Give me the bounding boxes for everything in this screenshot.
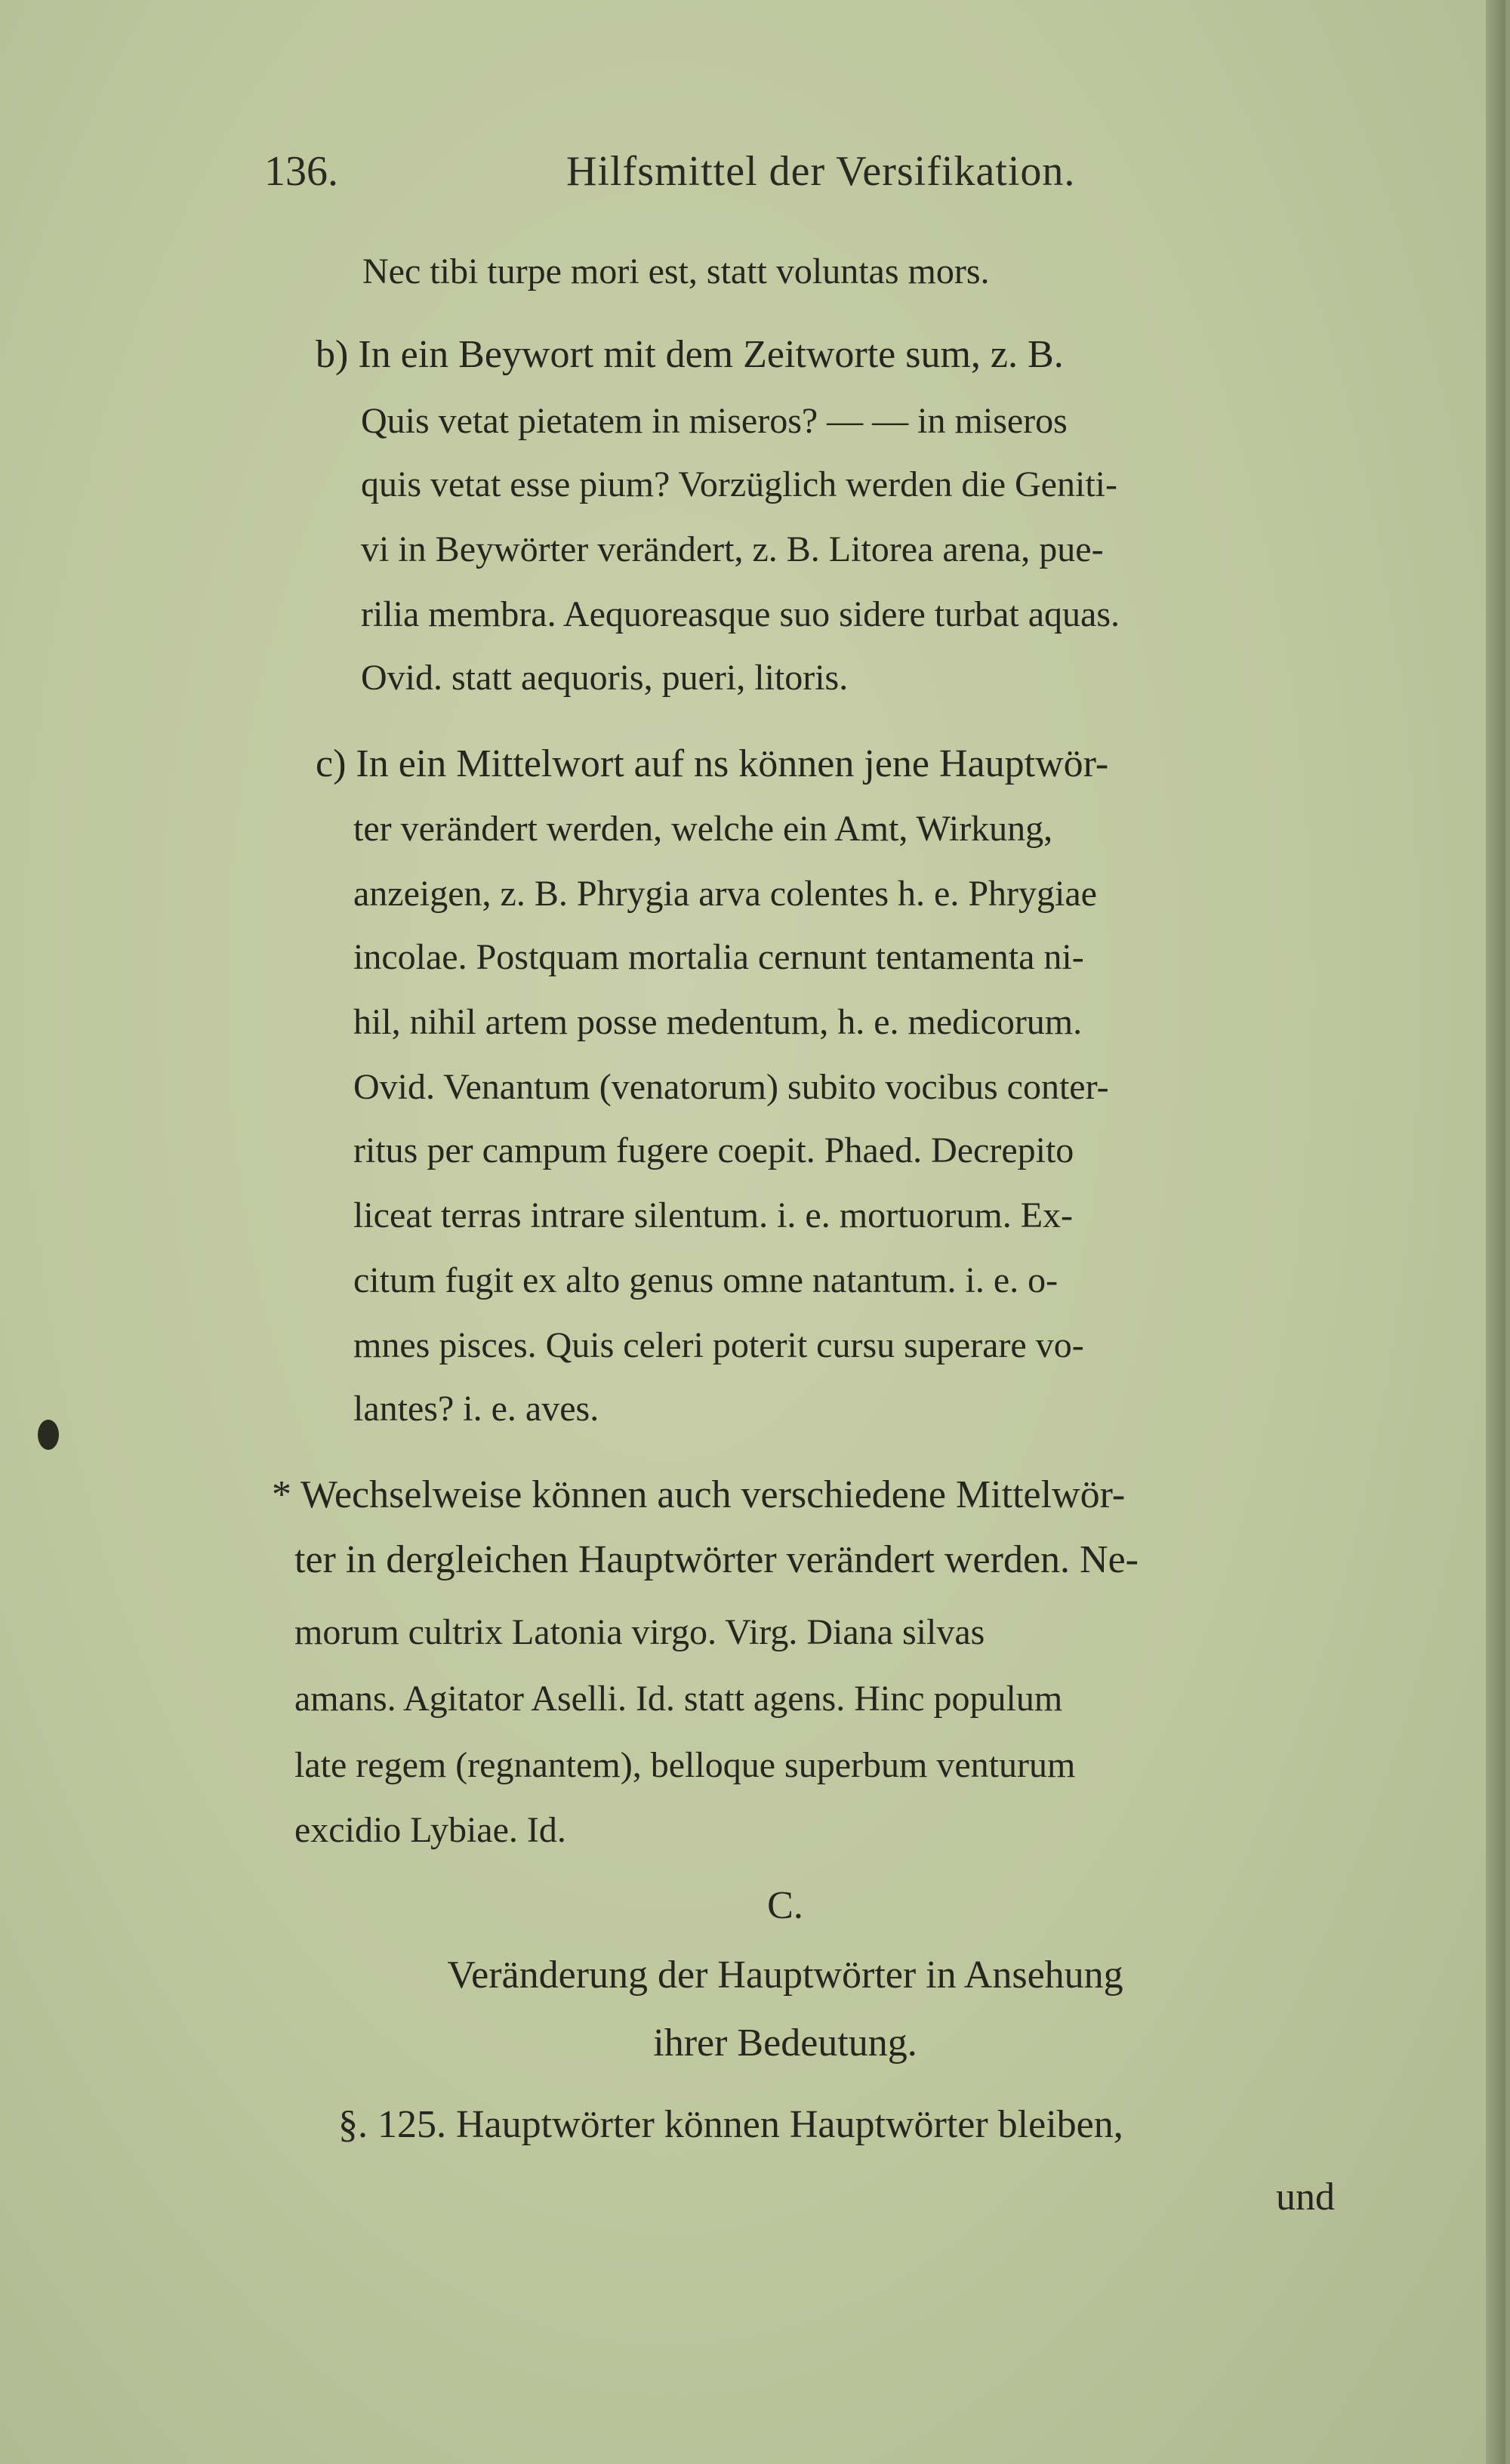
text-line: Quis vetat pietatem in miseros? — — in miseros <box>361 401 1068 441</box>
paragraph-start: §. 125. Hauptwörter können Hauptwörter bleiben, <box>338 2103 1123 2146</box>
text-line: Ovid. Venantum (venatorum) subito vocibus conter- <box>353 1067 1109 1107</box>
text-line: lantes? i. e. aves. <box>353 1389 599 1429</box>
text-line: Nec tibi turpe mori est, statt voluntas mors. <box>362 251 990 291</box>
text-line: late regem (regnantem), belloque superbum venturum <box>294 1745 1076 1785</box>
text-line: mnes pisces. Quis celeri poterit cursu superare vo- <box>353 1325 1084 1365</box>
text-line: incolae. Postquam mortalia cernunt tentamenta ni- <box>353 937 1084 977</box>
text-line: ter in dergleichen Hauptwörter verändert werden. Ne- <box>294 1538 1139 1581</box>
text-line: c) In ein Mittelwort auf ns können jene Hauptwör- <box>316 742 1109 785</box>
text-line: rilia membra. Aequoreasque suo sidere turbat aquas. <box>361 594 1120 634</box>
section-heading: Veränderung der Hauptwörter in Ansehung <box>447 1954 1123 1997</box>
text-line: hil, nihil artem posse medentum, h. e. medicorum. <box>353 1002 1083 1042</box>
catchword: und <box>1276 2176 1335 2219</box>
text-line: ter verändert werden, welche ein Amt, Wirkung, <box>353 809 1053 849</box>
text-line: anzeigen, z. B. Phrygia arva colentes h. e. Phrygiae <box>353 874 1097 914</box>
text-line: liceat terras intrare silentum. i. e. mortuorum. Ex- <box>353 1195 1074 1235</box>
text-line: amans. Agitator Aselli. Id. statt agens. Hinc populum <box>294 1679 1063 1719</box>
section-heading: ihrer Bedeutung. <box>653 2021 917 2065</box>
text-line: excidio Lybiae. Id. <box>294 1810 566 1850</box>
text-line: b) In ein Beywort mit dem Zeitworte sum, z. B. <box>316 333 1064 376</box>
text-line: Ovid. statt aequoris, pueri, litoris. <box>361 658 849 698</box>
text-line: citum fugit ex alto genus omne natantum. i. e. o- <box>353 1260 1059 1300</box>
section-letter: C. <box>767 1884 803 1927</box>
text-line: quis vetat esse pium? Vorzüglich werden die Geniti- <box>361 464 1117 504</box>
text-line: morum cultrix Latonia virgo. Virg. Diana silvas <box>294 1612 985 1652</box>
page-number: 136. <box>264 148 338 195</box>
running-title: Hilfsmittel der Versifikation. <box>566 148 1076 195</box>
ink-stain <box>38 1420 59 1450</box>
page-edge <box>1486 0 1505 2464</box>
text-line: * Wechselweise können auch verschiedene Mittelwör- <box>272 1473 1126 1516</box>
text-line: vi in Beywörter verändert, z. B. Litorea arena, pue- <box>361 529 1104 569</box>
text-line: ritus per campum fugere coepit. Phaed. Decrepito <box>353 1130 1074 1170</box>
